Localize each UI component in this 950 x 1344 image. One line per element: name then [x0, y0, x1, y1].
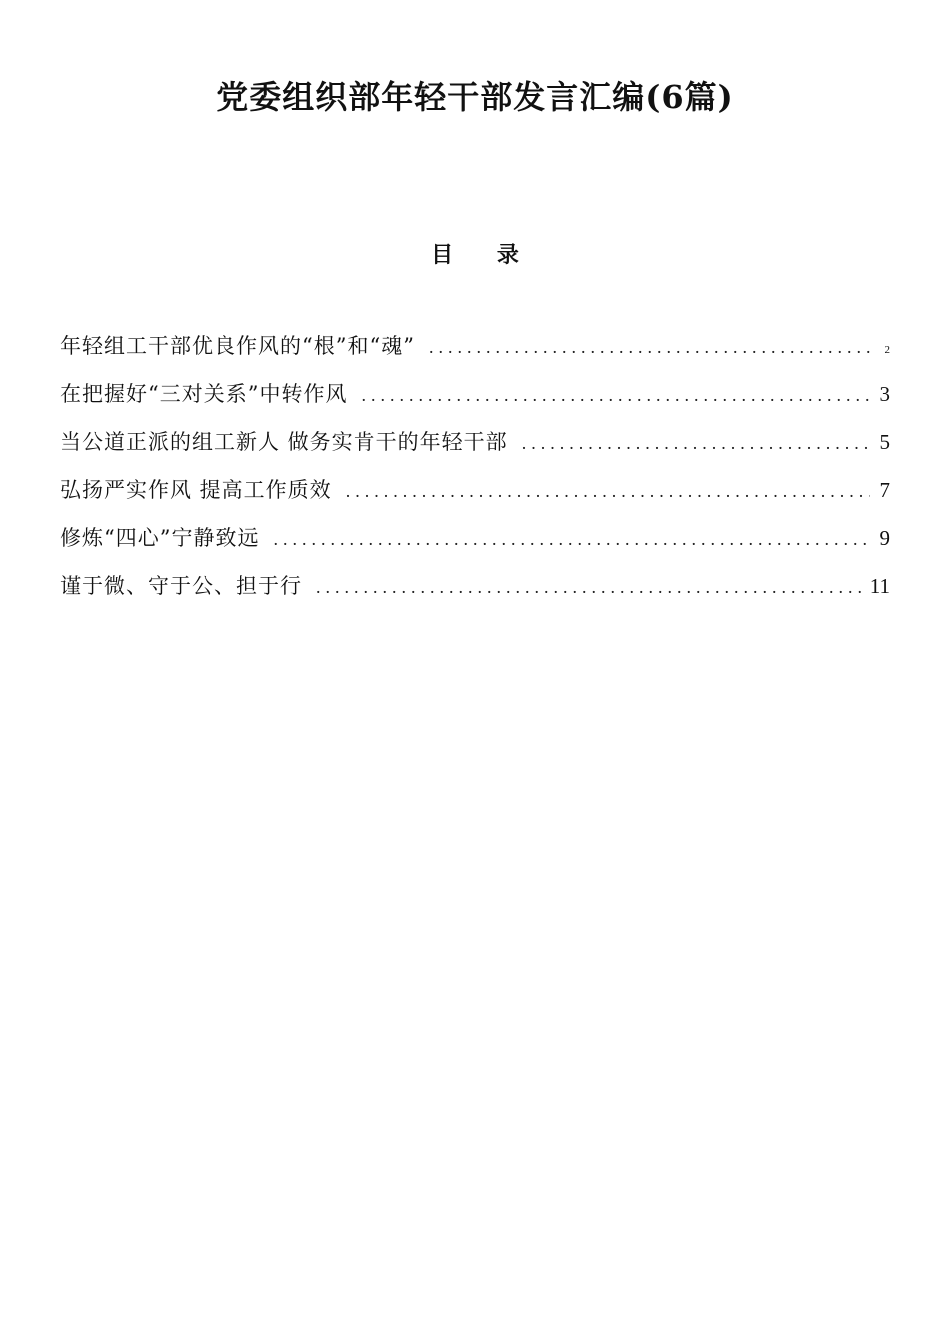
toc-dot-leader	[273, 523, 870, 555]
toc-page-number: 5	[879, 430, 890, 454]
toc-page-number: 9	[879, 526, 890, 550]
toc-entry-title: 当公道正派的组工新人 做务实肯干的年轻干部	[60, 430, 508, 454]
toc-entry-title: 在把握好“三对关系”中转作风	[60, 382, 348, 406]
toc-page-number: 2	[884, 344, 890, 356]
toc-dot-leader	[522, 427, 870, 459]
toc-entry[interactable]	[60, 330, 890, 378]
toc-page-number: 11	[869, 574, 890, 598]
toc-entry-title: 修炼“四心”宁静致远	[60, 526, 260, 550]
document-title: 党委组织部年轻干部发言汇编(6篇)	[216, 78, 734, 116]
toc-dot-leader	[361, 379, 870, 411]
toc-entry[interactable]	[60, 522, 890, 570]
toc-dot-leader	[346, 475, 870, 507]
toc-entry[interactable]	[60, 426, 890, 474]
toc-page-number: 3	[879, 382, 890, 406]
toc-page-number: 7	[879, 478, 890, 502]
toc-entry[interactable]	[60, 378, 890, 426]
toc-dot-leader	[429, 331, 870, 363]
toc-heading: 目 录	[431, 242, 537, 268]
table-of-contents	[60, 330, 890, 618]
toc-entry[interactable]	[60, 570, 890, 618]
toc-entry[interactable]	[60, 474, 890, 522]
toc-dot-leader	[316, 571, 862, 603]
toc-entry-title: 年轻组工干部优良作风的“根”和“魂”	[60, 334, 415, 358]
toc-entry-title: 谨于微、守于公、担于行	[60, 574, 302, 598]
toc-entry-title: 弘扬严实作风 提高工作质效	[60, 478, 332, 502]
